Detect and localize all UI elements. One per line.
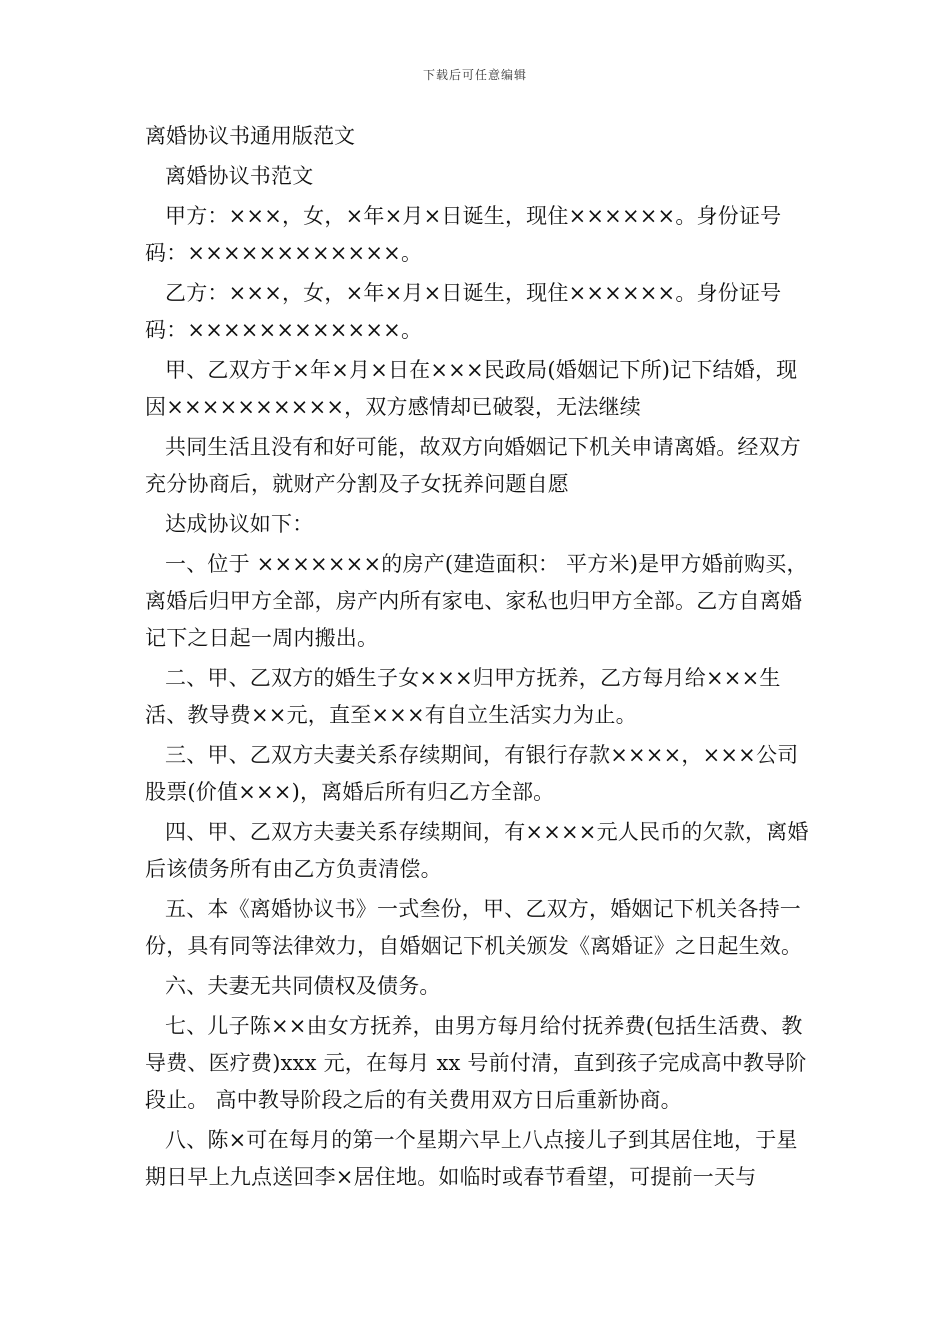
clause-4-debts: 四、甲、乙双方夫妻关系存续期间，有××××元人民币的欠款，离婚后该债务所有由乙方负责清偿。 xyxy=(145,820,809,881)
paragraph-application: 共同生活且没有和好可能，故双方向婚姻记下机关申请离婚。经双方充分协商后，就财产分割及子女抚养问题自愿 xyxy=(145,435,801,496)
clause-8-visitation: 八、陈×可在每月的第一个星期六早上八点接儿子到其居住地，于星期日早上九点送回李×居住地。如临时或春节看望，可提前一天与 xyxy=(145,1128,798,1189)
paragraph-party-a: 甲方：×××，女，×年×月×日诞生，现住××××××。身份证号码：××××××××××××。 xyxy=(145,204,782,265)
clause-2-child-support: 二、甲、乙双方的婚生子女×××归甲方抚养，乙方每月给×××生活、教导费××元，直至×××有自立生活实力为止。 xyxy=(145,666,781,727)
clause-6-no-shared-debt: 六、夫妻无共同债权及债务。 xyxy=(165,974,441,998)
clause-1-property: 一、位于 ×××××××的房产(建造面积： 平方米)是甲方婚前购买，离婚后归甲方全部，房产内所有家电、家私也归甲方全部。乙方自离婚记下之日起一周内搬出。 xyxy=(145,552,808,650)
clause-3-savings: 三、甲、乙双方夫妻关系存续期间，有银行存款××××，×××公司股票(价值×××)，离婚后所有归乙方全部。 xyxy=(145,743,799,804)
paragraph-marriage-info: 甲、乙双方于×年×月×日在×××民政局(婚姻记下所)记下结婚，现因××××××××××，双方感情却已破裂，无法继续 xyxy=(145,358,798,419)
clause-5-copies: 五、本《离婚协议书》一式叁份，甲、乙双方，婚姻记下机关各持一份，具有同等法律效力，自婚姻记下机关颁发《离婚证》之日起生效。 xyxy=(145,897,803,958)
document-subtitle: 离婚协议书范文 xyxy=(165,164,314,188)
paragraph-party-b: 乙方：×××，女，×年×月×日诞生，现住××××××。身份证号码：××××××××××××。 xyxy=(145,281,782,342)
paragraph-agreement-intro: 达成协议如下： xyxy=(165,512,314,536)
document-title: 离婚协议书通用版范文 xyxy=(145,124,355,148)
page-header-note: 下载后可任意编辑 xyxy=(422,68,527,82)
document-body xyxy=(145,118,815,1199)
clause-7-custody: 七、儿子陈××由女方抚养，由男方每月给付抚养费(包括生活费、教导费、医疗费)xxx 元，在每月 xx 号前付清，直到孩子完成高中教导阶段止。 高中教导阶段之后的有关费用双方日后重新协商。 xyxy=(145,1014,807,1112)
